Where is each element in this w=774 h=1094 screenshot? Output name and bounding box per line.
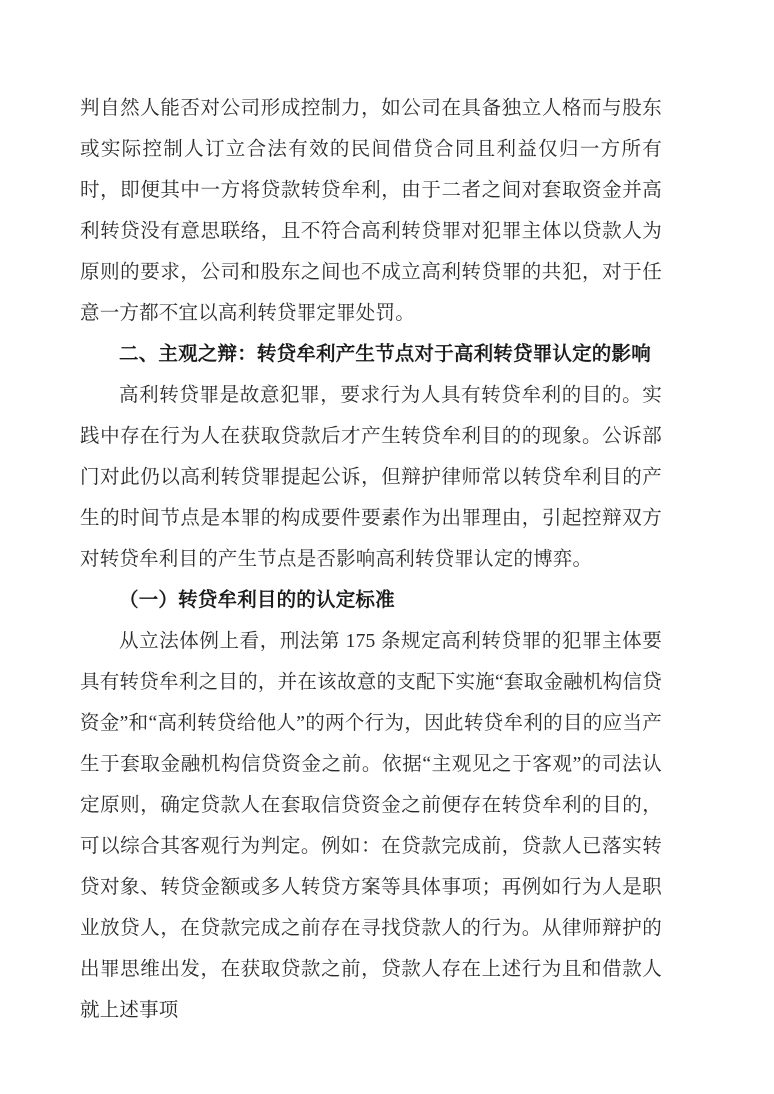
body-paragraph-continuation: 判自然人能否对公司形成控制力，如公司在具备独立人格而与股东或实际控制人订立合法有效的民间借贷合同且利益仅归一方所有时，即便其中一方将贷款转贷牟利，由于二者之间对套取资金并高利转贷没有意思联络，且不符合高利转贷罪对犯罪主体以贷款人为原则的要求，公司和股东之间也不成立高利转贷罪的共犯，对于任意一方都不宜以高利转贷罪定罪处罚。 bbox=[80, 98, 662, 324]
body-paragraph: 高利转贷罪是故意犯罪，要求行为人具有转贷牟利的目的。实践中存在行为人在获取贷款后才产生转贷牟利目的的现象。公诉部门对此仍以高利转贷罪提起公诉，但辩护律师常以转贷牟利目的产生的时间节点是本罪的构成要件要素作为出罪理由，引起控辩双方对转贷牟利目的产生节点是否影响高利转贷罪认定的博弈。 bbox=[80, 385, 662, 570]
subsection-heading: （一）转贷牟利目的的认定标准 bbox=[119, 590, 395, 611]
section-heading: 二、主观之辩：转贷牟利产生节点对于高利转贷罪认定的影响 bbox=[119, 344, 651, 365]
body-paragraph: 从立法体例上看，刑法第 175 条规定高利转贷罪的犯罪主体要具有转贷牟利之目的，并在该故意的支配下实施“套取金融机构信贷资金”和“高利转贷给他人”的两个行为，因此转贷牟利的目的应当产生于套取金融机构信贷资金之前。依据“主观见之于客观”的司法认定原则，确定贷款人在套取信贷资金之前便存在转贷牟利的目的，可以综合其客观行为判定。例如：在贷款完成前，贷款人已落实转贷对象、转贷金额或多人转贷方案等具体事项；再例如行为人是职业放贷人，在贷款完成之前存在寻找贷款人的行为。从律师辩护的出罪思维出发，在获取贷款之前，贷款人存在上述行为且和借款人就上述事项 bbox=[80, 631, 662, 1021]
